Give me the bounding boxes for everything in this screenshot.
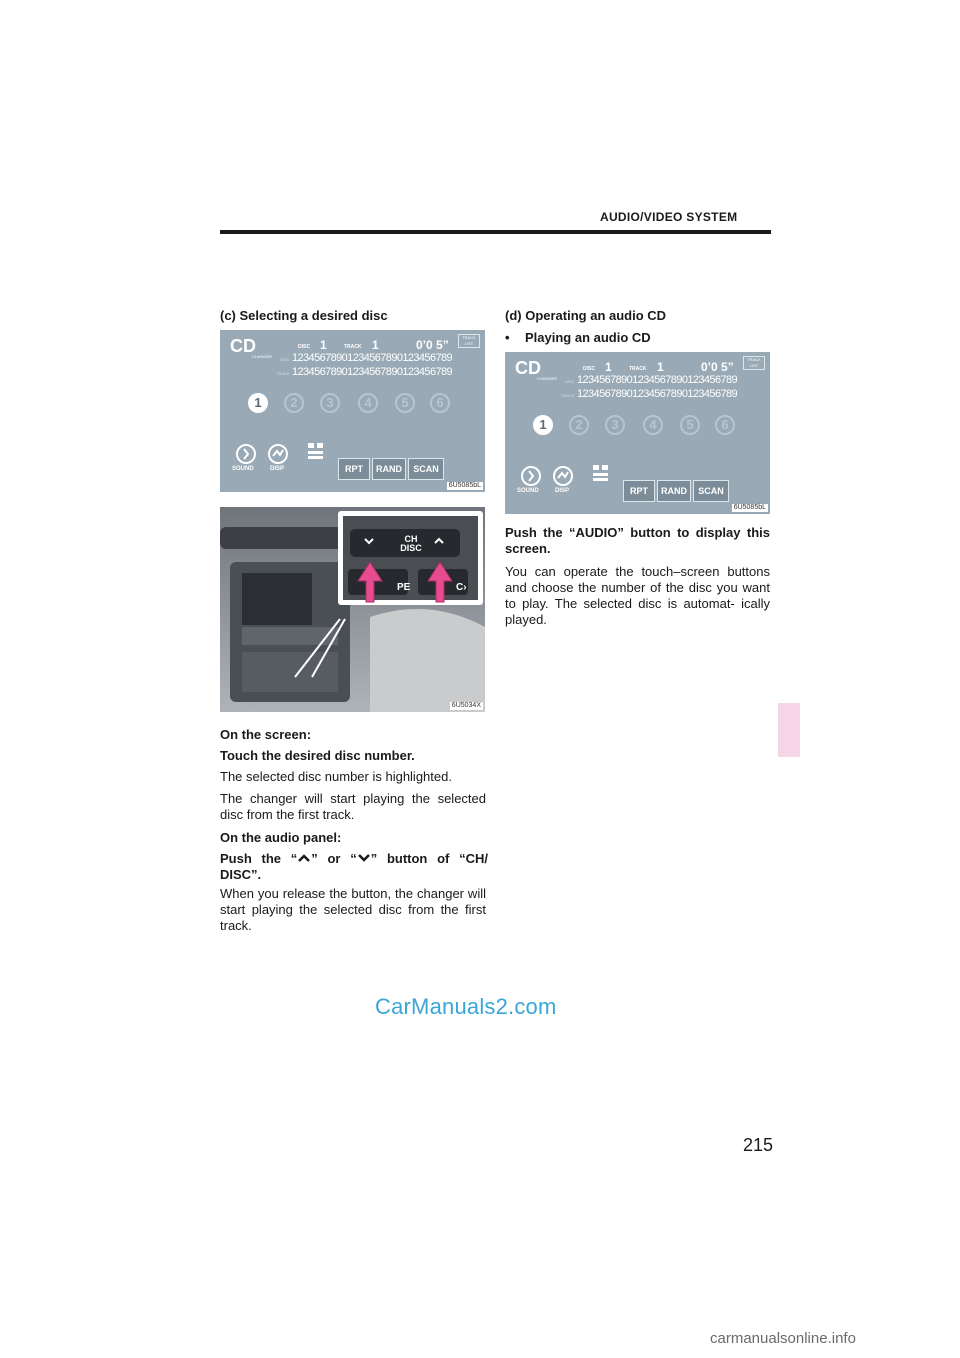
- push-instruction-b: ” or “: [311, 851, 357, 866]
- cd-logo-sub: CHANGER: [252, 354, 273, 359]
- disc-title-line-right: 12345678901234567890123456789: [577, 374, 738, 386]
- header-rule: [220, 230, 771, 234]
- elapsed-time-right: 0’0 5”: [701, 360, 734, 374]
- disc-button-2-right[interactable]: 2: [569, 415, 589, 435]
- grid-menu-icon-right[interactable]: [589, 462, 613, 486]
- disc-button-5[interactable]: 5: [395, 393, 415, 413]
- cd-logo: CD: [230, 336, 256, 356]
- photo-code: 6U5034X: [451, 702, 481, 709]
- disc-button-5-right[interactable]: 5: [680, 415, 700, 435]
- disc-button-3[interactable]: 3: [320, 393, 340, 413]
- bullet-symbol: •: [505, 330, 510, 345]
- rpt-button-right[interactable]: RPT: [623, 480, 655, 502]
- scan-button[interactable]: SCAN: [408, 458, 444, 480]
- push-audio-instruction: Push the “AUDIO” button to display this screen.: [505, 525, 770, 556]
- track-label-right: TRACK: [629, 366, 647, 372]
- sound-icon-right[interactable]: [519, 464, 543, 488]
- disc-button-2[interactable]: 2: [284, 393, 304, 413]
- dashboard-illustration: [220, 507, 485, 712]
- disc-button-4[interactable]: 4: [358, 393, 378, 413]
- playing-audio-cd-heading: Playing an audio CD: [525, 330, 651, 345]
- disc-button-3-right[interactable]: 3: [605, 415, 625, 435]
- ch-label: CH: [404, 534, 418, 544]
- disp-icon[interactable]: [266, 442, 290, 466]
- grid-menu-icon[interactable]: [304, 440, 328, 464]
- on-screen-heading: On the screen:: [220, 727, 312, 742]
- disc-button-1-right[interactable]: 1: [533, 415, 553, 435]
- cd-changer-screen-left: [220, 330, 485, 492]
- track-value: 1: [372, 338, 379, 352]
- carmanuals-watermark: CarManuals2.com: [375, 994, 557, 1019]
- sound-icon[interactable]: [234, 442, 258, 466]
- disp-label-right: DISP: [555, 488, 570, 494]
- disc-label: DISC: [298, 344, 310, 350]
- disp-label: DISP: [270, 466, 285, 472]
- rand-button[interactable]: RAND: [372, 458, 406, 480]
- section-heading-c: (c) Selecting a desired disc: [220, 308, 388, 323]
- disc-label-right: DISC: [583, 366, 595, 372]
- pe-label: PE: [397, 582, 411, 593]
- disc-value-right: 1: [605, 360, 612, 374]
- ch-disc-label: [399, 535, 423, 553]
- cd-changer-screen-right: [505, 352, 770, 514]
- track-title-line: 12345678901234567890123456789: [292, 366, 453, 378]
- disc-button-1[interactable]: 1: [248, 393, 268, 413]
- disc-title-label: DISC: [280, 357, 290, 362]
- page-number: 215: [743, 1135, 774, 1155]
- release-note: When you release the button, the changer will start playing the selected disc from the first track.: [220, 886, 486, 933]
- touch-instruction: Touch the desired disc number.: [220, 748, 415, 763]
- push-instruction-c: ” button of “CH/ DISC”.: [220, 851, 488, 882]
- section-heading-d: (d) Operating an audio CD: [505, 308, 667, 323]
- track-title-line-right: 12345678901234567890123456789: [577, 388, 738, 400]
- audio-panel-heading: On the audio panel:: [220, 830, 342, 845]
- c-label: C›: [456, 582, 467, 593]
- touch-screen-note: You can operate the touch–screen buttons and choose the number of the disc you want to play. The selected disc is automat- ically played.: [505, 564, 770, 627]
- disc-label-photo: DISC: [400, 543, 422, 553]
- changer-note: The changer will start playing the selected disc from the first track.: [220, 791, 486, 822]
- disp-icon-right[interactable]: [551, 464, 575, 488]
- rand-button-right[interactable]: RAND: [657, 480, 691, 502]
- elapsed-time: 0’0 5”: [416, 338, 449, 352]
- chapter-tab: [778, 703, 800, 757]
- disc-value: 1: [320, 338, 327, 352]
- disc-title-line: 12345678901234567890123456789: [292, 352, 453, 364]
- disc-button-4-right[interactable]: 4: [643, 415, 663, 435]
- chevron-down-icon: [357, 853, 371, 863]
- figure-code: 6U5085bL: [448, 482, 481, 489]
- section-header-title: AUDIO/VIDEO SYSTEM: [600, 210, 738, 224]
- track-title-label-right: TRACK: [561, 393, 575, 398]
- footer-watermark: carmanualsonline.info: [710, 1330, 856, 1347]
- disc-title-label-right: DISC: [565, 379, 575, 384]
- highlight-note: The selected disc number is highlighted.: [220, 769, 452, 784]
- disc-button-6[interactable]: 6: [430, 393, 450, 413]
- cd-logo-right: CD: [515, 358, 541, 378]
- track-list-button-right[interactable]: TRACK LIST: [743, 356, 765, 370]
- track-label: TRACK: [344, 344, 362, 350]
- push-instruction: [220, 851, 488, 883]
- figure-code-right: 6U5085bL: [733, 504, 766, 511]
- push-instruction-a: Push the “: [220, 851, 298, 866]
- track-value-right: 1: [657, 360, 664, 374]
- rpt-button[interactable]: RPT: [338, 458, 370, 480]
- dashboard-photo: [220, 507, 485, 712]
- chevron-up-icon: [297, 853, 311, 863]
- cd-logo-sub-right: CHANGER: [537, 376, 558, 381]
- disc-button-6-right[interactable]: 6: [715, 415, 735, 435]
- track-title-label: TRACK: [276, 371, 290, 376]
- sound-label-right: SOUND: [517, 488, 539, 494]
- sound-label: SOUND: [232, 466, 254, 472]
- track-list-button[interactable]: TRACK LIST: [458, 334, 480, 348]
- scan-button-right[interactable]: SCAN: [693, 480, 729, 502]
